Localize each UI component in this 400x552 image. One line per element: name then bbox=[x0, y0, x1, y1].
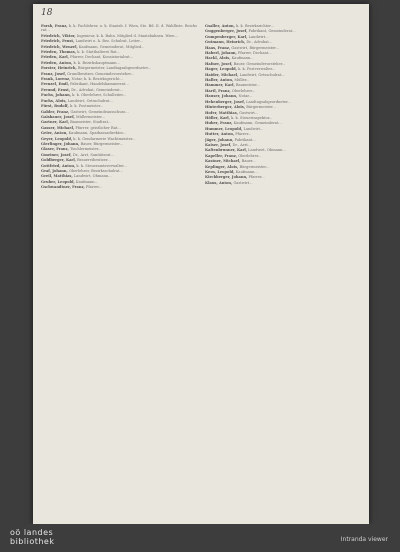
entry-text: Bauer... bbox=[241, 159, 256, 164]
right-column bbox=[205, 24, 361, 518]
entry-name: Hafner, Josef, bbox=[205, 61, 233, 66]
entry-name: Frenzel, Emil, bbox=[41, 82, 69, 87]
entry-name: Frieden, Thomas, bbox=[41, 50, 77, 55]
entry-text: Dr., Arzt... bbox=[232, 142, 252, 147]
entry-text: Pfarrer, Dechant... bbox=[237, 51, 272, 56]
directory-entry bbox=[41, 131, 197, 135]
directory-entry bbox=[205, 148, 361, 152]
directory-entry bbox=[205, 73, 361, 77]
entry-name: Kastner, Michael, bbox=[205, 159, 241, 164]
entry-name: Gmeiner, Josef, bbox=[41, 152, 72, 157]
entry-name: Gaisbauer, Josef, bbox=[41, 114, 75, 119]
entry-name: Fürst, Rudolf, bbox=[41, 104, 69, 109]
directory-entry bbox=[205, 116, 361, 120]
directory-entry bbox=[41, 126, 197, 130]
entry-name: Friedrich, Viktor, bbox=[41, 33, 76, 38]
entry-text: Oberlehrer, Bezirksschulrat... bbox=[68, 168, 123, 173]
directory-entry bbox=[41, 137, 197, 141]
entry-text: Pfarrer, Dechant, Konsistorialrat... bbox=[70, 55, 134, 60]
logo-text-line-1: oö landes bbox=[10, 528, 54, 537]
entry-name: Greil, Matthias, bbox=[41, 174, 73, 179]
entry-name: Gutmann, Heinrich, bbox=[205, 40, 246, 45]
entry-name: Friedrich, Wenzel, bbox=[41, 44, 78, 49]
entry-text: Pfarrer... bbox=[235, 132, 252, 137]
entry-text: k. k. Gendarmerie Wachtmeister... bbox=[73, 136, 136, 141]
directory-entry bbox=[41, 55, 197, 59]
directory-entry bbox=[41, 110, 197, 114]
entry-text: Landwirt, Obmann... bbox=[73, 174, 112, 179]
directory-entry bbox=[41, 169, 197, 173]
entry-name: Hammer, Karl, bbox=[205, 83, 235, 88]
entry-text: Gastwirt... bbox=[239, 110, 259, 115]
entry-name: Gasser, Michael, bbox=[41, 125, 75, 130]
entry-text: Landwirt, Obmann... bbox=[248, 148, 286, 153]
directory-entry bbox=[205, 154, 361, 158]
directory-entry bbox=[41, 45, 197, 49]
directory-entry bbox=[41, 88, 197, 92]
entry-name: Gumpenberger, Karl, bbox=[205, 34, 248, 39]
directory-entry bbox=[205, 143, 361, 147]
directory-entry bbox=[41, 164, 197, 168]
entry-name: Goldberger, Karl, bbox=[41, 158, 76, 163]
directory-entry bbox=[205, 111, 361, 115]
entry-text: Bürgermeister... bbox=[239, 164, 270, 169]
directory-entry bbox=[41, 153, 197, 157]
entry-name: Kirchberger, Johann, bbox=[205, 175, 248, 180]
directory-entry bbox=[41, 147, 197, 151]
directory-entry bbox=[205, 175, 361, 179]
entry-text: k. k. Postverwalter... bbox=[238, 67, 276, 72]
entry-name: Haberl, Johann, bbox=[205, 51, 237, 56]
directory-entry bbox=[41, 158, 197, 162]
entry-text: Landwirt, Ortsschulrat... bbox=[239, 72, 285, 77]
entry-text: Kaufmann... bbox=[235, 169, 258, 174]
entry-text: Gastwirt, Bürgermeister... bbox=[231, 45, 280, 50]
directory-entry bbox=[41, 115, 197, 119]
entry-name: Hauser, Johann, bbox=[205, 94, 238, 99]
entry-text: Pfarrer... bbox=[248, 175, 265, 180]
entry-text: Fabrikant... bbox=[234, 137, 256, 142]
entry-name: Hutter, Anton, bbox=[205, 132, 235, 137]
left-column bbox=[41, 24, 197, 518]
directory-entry bbox=[205, 78, 361, 82]
directory-entry bbox=[205, 170, 361, 174]
directory-entry bbox=[205, 62, 361, 66]
directory-entry bbox=[205, 138, 361, 142]
entry-name: Hofer, Matthias, bbox=[205, 110, 238, 115]
entry-name: Hummer, Leopold, bbox=[205, 126, 243, 131]
directory-entry bbox=[205, 24, 361, 28]
entry-text: Kaufmann, Gemeinderat... bbox=[233, 121, 282, 126]
directory-entry bbox=[41, 34, 197, 38]
directory-entry bbox=[205, 100, 361, 104]
entry-text: Bürgermeister, Landtagsabgeordneter... bbox=[77, 66, 152, 71]
entry-text: k. k. Steuerinspektor... bbox=[231, 115, 273, 120]
page-number: 18 bbox=[41, 8, 53, 18]
entry-text: Ingenieur, k. k. Bahn. Mitglied d. Staatsbahnen. Wien... bbox=[76, 33, 179, 38]
entry-name: Hartl, Franz, bbox=[205, 88, 231, 93]
entry-name: Geier, Anton, bbox=[41, 131, 68, 136]
entry-name: Keplinger, Alois, bbox=[205, 164, 239, 169]
entry-name: Haas, Franz, bbox=[205, 45, 231, 50]
library-logo[interactable] bbox=[10, 528, 54, 546]
entry-name: Frank, Lorenz, bbox=[41, 77, 71, 82]
entry-name: Geyer, Leopold, bbox=[41, 136, 73, 141]
entry-name: Kaiser, Josef, bbox=[205, 142, 232, 147]
entry-text: Müller... bbox=[234, 78, 250, 83]
entry-text: Landwirt... bbox=[248, 34, 269, 39]
directory-entry bbox=[41, 77, 197, 81]
entry-name: Hager, Leopold, bbox=[205, 67, 237, 72]
entry-text: k. k. Bezirkshauptmann... bbox=[73, 60, 121, 65]
directory-entry bbox=[41, 185, 197, 189]
entry-name: Forsh, Franz, bbox=[41, 24, 68, 28]
entry-name: Gottfried, Anton, bbox=[41, 163, 76, 168]
directory-entry bbox=[41, 39, 197, 43]
entry-text: k. k. Statthalterei Rat... bbox=[77, 50, 121, 55]
directory-entry bbox=[41, 61, 197, 65]
directory-entry bbox=[205, 29, 361, 33]
entry-name: Friedrich, Fenst, bbox=[41, 39, 75, 44]
entry-text: Landwirt... bbox=[243, 126, 264, 131]
entry-name: Frieden, Karl, bbox=[41, 55, 69, 60]
directory-entry bbox=[205, 89, 361, 93]
entry-name: Kaltenbrunner, Karl, bbox=[205, 148, 248, 153]
entry-text: Fabrikant, Gemeinderat... bbox=[248, 29, 296, 34]
directory-entry bbox=[41, 104, 197, 108]
entry-text: Bürgermeister... bbox=[246, 105, 276, 110]
entry-text: Kaufmann, Gemeinderat, Mitglied... bbox=[78, 44, 145, 49]
directory-entry bbox=[41, 66, 197, 70]
entry-text: Bauer, Bürgermeister... bbox=[80, 141, 124, 146]
entry-text: Dr., Arzt, Sanitätsrat... bbox=[72, 152, 115, 157]
entry-text: Landwirt, Ortsschulrat... bbox=[67, 98, 113, 103]
entry-text: Landtagsabgeordneter... bbox=[246, 99, 291, 104]
entry-text: Dr., Advokat, Gemeinderat... bbox=[71, 87, 124, 92]
entry-text: Kaufmann... bbox=[231, 56, 254, 61]
entry-text: k. k. Bezirksrichter... bbox=[236, 24, 275, 28]
entry-text: Grundbesitzer, Gemeindevorsteher... bbox=[67, 71, 135, 76]
entry-name: Klaus, Anton, bbox=[205, 180, 233, 185]
directory-entry bbox=[41, 174, 197, 178]
entry-text: Gastwirt... bbox=[233, 180, 253, 185]
directory-entry bbox=[205, 127, 361, 131]
entry-name: Gartner, Karl, bbox=[41, 120, 69, 125]
entry-text: k. k. Postmeister... bbox=[69, 104, 104, 109]
directory-entry bbox=[205, 94, 361, 98]
entry-name: Franz, Josef, bbox=[41, 71, 66, 76]
entry-text: Fabrikant, Handelskammerrat... bbox=[70, 82, 129, 87]
entry-name: Hackl, Alois, bbox=[205, 56, 231, 61]
entry-text: k. k. Fachlehrer, u. k. Staatsb. f. Wien, Ste. Bd. II. d. Wahlliste. Reichsrat... bbox=[41, 24, 197, 33]
directory-entry bbox=[41, 82, 197, 86]
directory-entry bbox=[41, 142, 197, 146]
entry-name: Gsaller, Anton, bbox=[205, 24, 235, 28]
entry-name: Hinterberger, Alois, bbox=[205, 105, 246, 110]
entry-name: Haider, Michael, bbox=[205, 72, 239, 77]
directory-entry bbox=[41, 99, 197, 103]
entry-name: Graf, Johann, bbox=[41, 168, 68, 173]
directory-entry bbox=[205, 83, 361, 87]
directory-entry bbox=[205, 40, 361, 44]
entry-name: Frieden, Anton, bbox=[41, 60, 73, 65]
directory-entry bbox=[205, 132, 361, 136]
entry-name: Freund, Ernst, bbox=[41, 87, 71, 92]
entry-name: Kern, Leopold, bbox=[205, 169, 235, 174]
scanned-page bbox=[33, 4, 369, 524]
logo-text-line-2: bibliothek bbox=[10, 537, 55, 546]
entry-text: Landwirt u. k. Bez. Schulrat, Leiter... bbox=[75, 39, 143, 44]
entry-name: Gierlinger, Johann, bbox=[41, 141, 80, 146]
entry-name: Gschwandtner, Franz, bbox=[41, 185, 85, 190]
entry-name: Guggenberger, Josef, bbox=[205, 29, 248, 34]
entry-name: Jäger, Johann, bbox=[205, 137, 234, 142]
directory-entry bbox=[41, 120, 197, 124]
entry-text: Bauer, Gemeindevorsteher... bbox=[233, 61, 286, 66]
entry-text: Pfarrer... bbox=[85, 185, 103, 190]
entry-text: Oberlehrer... bbox=[238, 153, 262, 158]
directory-entry bbox=[205, 35, 361, 39]
entry-text: Pfarrer, geistlicher Rat... bbox=[75, 125, 121, 130]
entry-text: Gastwirt, Gemeindeausschuss... bbox=[70, 109, 129, 114]
directory-entry bbox=[205, 105, 361, 109]
directory-entry bbox=[205, 181, 361, 185]
entry-text: Kaufmann... bbox=[75, 179, 99, 184]
entry-text: k. k. Steueramtsverwalter... bbox=[76, 163, 127, 168]
entry-text: Kaufmann, Sparkassadirektor... bbox=[68, 131, 127, 136]
entry-text: Tischlermeister... bbox=[69, 147, 102, 152]
directory-entry bbox=[41, 24, 197, 33]
entry-text: Notar, k. k. Bezirksgericht... bbox=[71, 77, 123, 82]
entry-name: Fuchs, Johann, bbox=[41, 93, 71, 98]
entry-name: Glaser, Franz, bbox=[41, 147, 69, 152]
viewer-label: Intranda viewer bbox=[340, 536, 388, 543]
directory-entry bbox=[205, 159, 361, 163]
entry-text: Baumeister... bbox=[235, 83, 260, 88]
directory-entry bbox=[41, 72, 197, 76]
entry-name: Hehenberger, Josef, bbox=[205, 99, 245, 104]
entry-name: Fuchs, Alois, bbox=[41, 98, 67, 103]
entry-text: Müllermeister... bbox=[75, 114, 105, 119]
directory-entry bbox=[41, 50, 197, 54]
entry-name: Gruber, Leopold, bbox=[41, 179, 75, 184]
directory-entry bbox=[205, 56, 361, 60]
entry-name: Huber, Franz, bbox=[205, 121, 233, 126]
viewer-footer bbox=[0, 524, 400, 552]
entry-name: Kapeller, Franz, bbox=[205, 153, 238, 158]
directory-entry bbox=[205, 121, 361, 125]
entry-name: Forster, Heinrich, bbox=[41, 66, 77, 71]
entry-text: Brauereibesitzer... bbox=[77, 158, 111, 163]
directory-entry bbox=[41, 180, 197, 184]
entry-name: Gabler, Franz, bbox=[41, 109, 70, 114]
entry-name: Höller, Karl, bbox=[205, 115, 230, 120]
entry-text: Notar... bbox=[238, 94, 253, 99]
directory-entry bbox=[205, 165, 361, 169]
directory-entry bbox=[205, 67, 361, 71]
directory-entry bbox=[41, 93, 197, 97]
entry-name: Haller, Anton, bbox=[205, 78, 234, 83]
entry-text: k. k. Oberlehrer, Schulleiter... bbox=[72, 93, 127, 98]
entry-text: Oberlehrer... bbox=[231, 88, 256, 93]
directory-entry bbox=[205, 51, 361, 55]
entry-text: Dr., Advokat... bbox=[246, 40, 273, 45]
entry-text: Baumeister, Stadtrat... bbox=[70, 120, 112, 125]
directory-entry bbox=[205, 46, 361, 50]
